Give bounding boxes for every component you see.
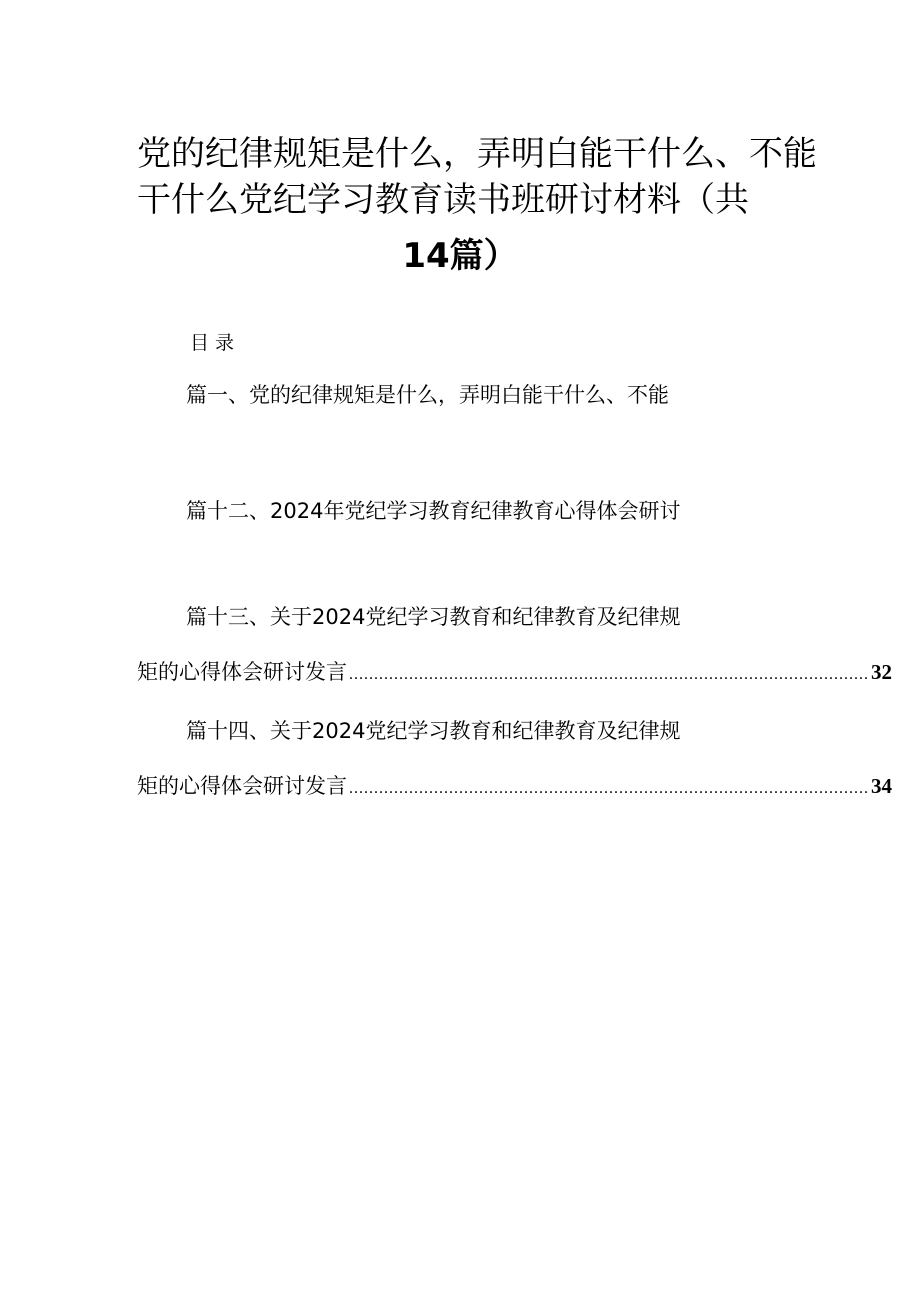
document-title-line-2: 干什么党纪学习教育读书班研讨材料（共 [137,180,749,220]
document-title-line-3: 14篇） [402,236,518,276]
toc-entry-14-continued[interactable] [137,772,892,803]
toc-entry-text: 篇十三、关于2024党纪学习教育和纪律教育及纪律规 [186,605,681,629]
toc-entry-text: 篇一、党的纪律规矩是什么，弄明白能干什么、不能 [186,383,669,407]
toc-page-number: 34 [871,774,892,798]
toc-heading: 目录 [190,332,241,354]
toc-entry-text: 篇十二、2024年党纪学习教育纪律教育心得体会研讨 [186,499,681,523]
toc-entry-13[interactable] [186,603,680,631]
document-title-line-1: 党的纪律规矩是什么，弄明白能干什么、不能 [137,134,817,174]
toc-entry-14[interactable] [186,717,680,745]
toc-entry-1[interactable] [186,381,669,409]
toc-entry-text: 矩的心得体会研讨发言 [137,660,347,684]
toc-entry-text: 矩的心得体会研讨发言 [137,774,347,798]
dot-leader: ........................................................................................................ [349,780,869,797]
toc-page-number: 32 [871,660,892,684]
dot-leader: ........................................................................................................ [349,666,869,683]
toc-entry-12[interactable] [186,497,680,525]
toc-entry-text: 篇十四、关于2024党纪学习教育和纪律教育及纪律规 [186,719,681,743]
toc-entry-13-continued[interactable] [137,658,892,689]
